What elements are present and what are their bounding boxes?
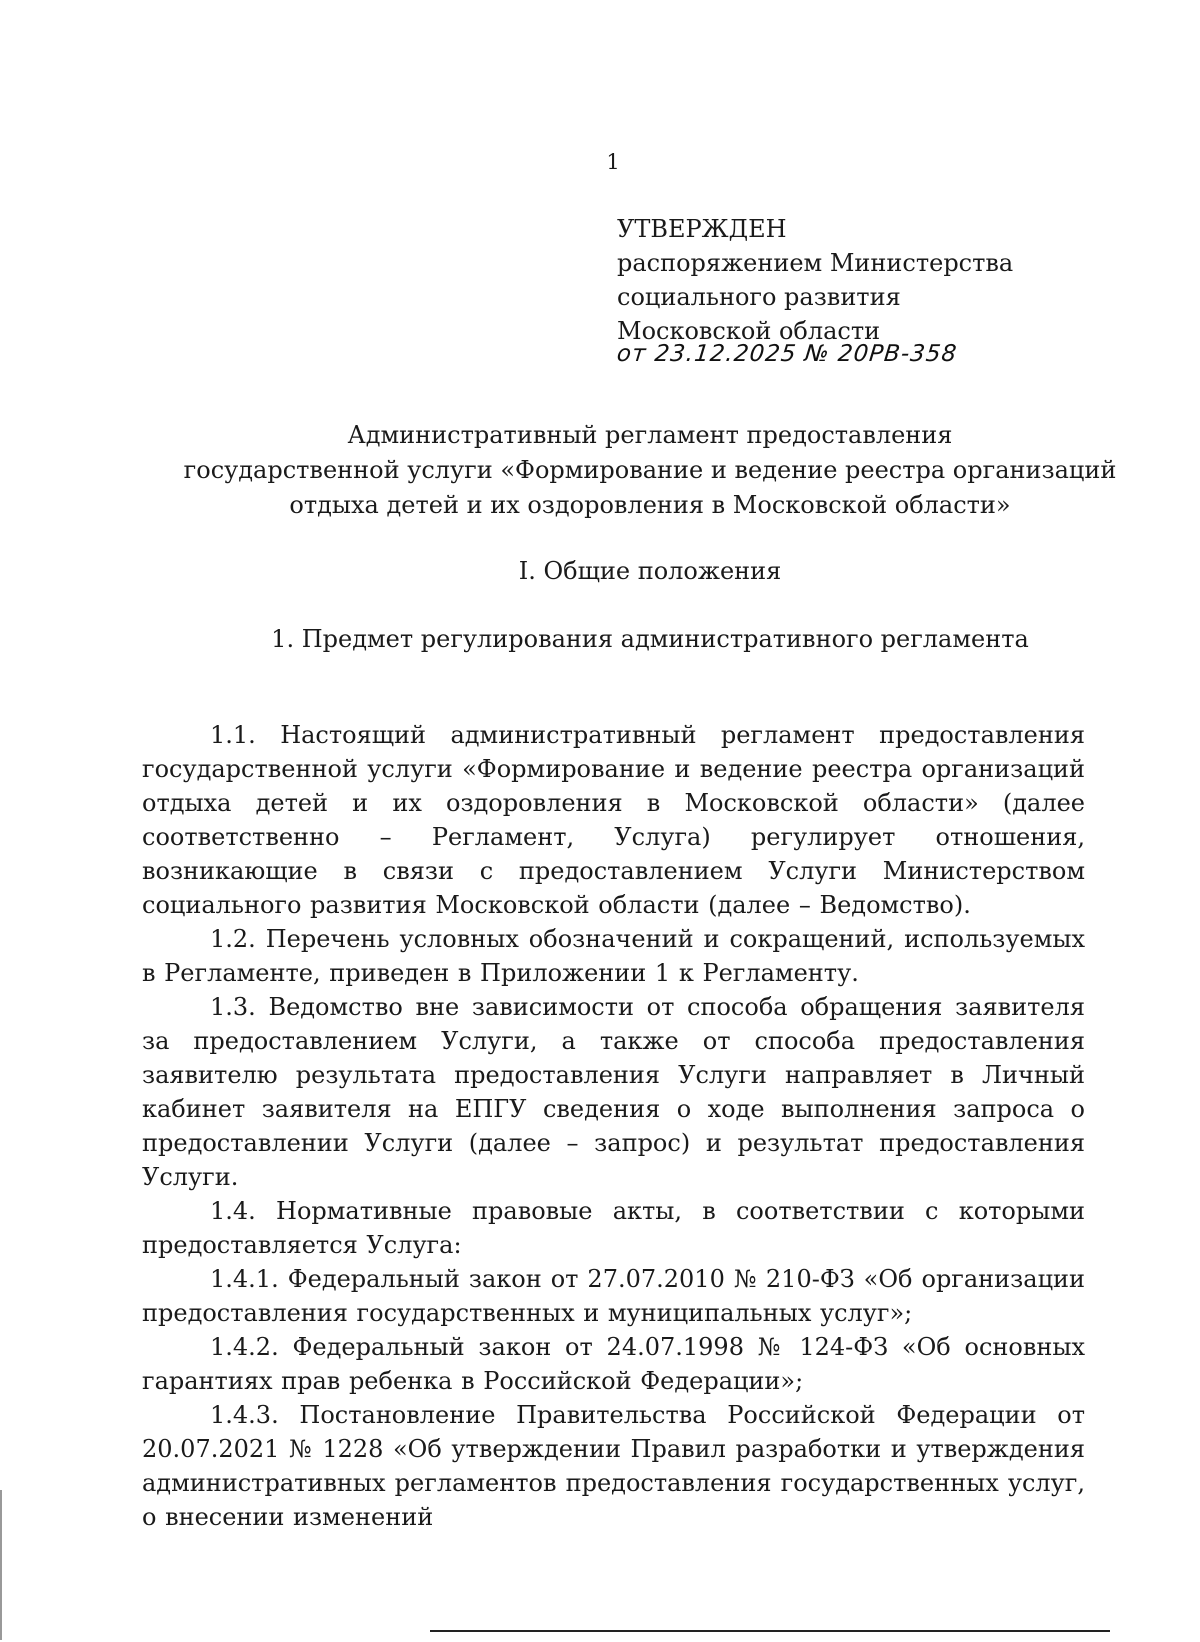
- approval-line: распоряжением Министерства: [617, 249, 1014, 277]
- scan-margin-line: [0, 1490, 2, 1640]
- title-line: государственной услуги «Формирование и ведение реестра организаций: [183, 456, 1117, 484]
- section-heading: I. Общие положения: [518, 557, 782, 585]
- document-body: [142, 718, 1085, 1534]
- approval-block: [617, 212, 1057, 348]
- paragraph: 1.1. Настоящий административный регламент предоставления государственной услуги «Формирование и ведение реестра организаций отдыха детей и их оздоровления в Московской области» (далее соответственно – Регламент, Услуга) регулирует отношения, возникающие в связи с предоставлением Услуги Министерством социального развития Московской области (далее – Ведомство).: [142, 721, 1085, 919]
- paragraph: 1.3. Ведомство вне зависимости от способа обращения заявителя за предоставлением Услуги, а также от способа предоставления заявителю результата предоставления Услуги направляет в Личный кабинет заявителя на ЕПГУ сведения о ходе выполнения запроса о предоставлении Услуги (далее – запрос) и результат предоставления Услуги.: [142, 993, 1085, 1191]
- page-number: 1: [606, 150, 620, 174]
- paragraph: 1.2. Перечень условных обозначений и сокращений, используемых в Регламенте, приведен в Приложении 1 к Регламенту.: [142, 925, 1085, 987]
- document-title: [160, 418, 1140, 523]
- approval-line: Московской области: [617, 317, 881, 345]
- footer-rule: [430, 1630, 1110, 1632]
- paragraph: 1.4.1. Федеральный закон от 27.07.2010 № 210-ФЗ «Об организации предоставления государственных и муниципальных услуг»;: [142, 1265, 1085, 1327]
- approval-line: социального развития: [617, 283, 901, 311]
- paragraph: 1.4.2. Федеральный закон от 24.07.1998 № 124-ФЗ «Об основных гарантиях прав ребенка в Российской Федерации»;: [142, 1333, 1085, 1395]
- approval-heading: УТВЕРЖДЕН: [617, 215, 787, 243]
- subsection-heading: 1. Предмет регулирования административного регламента: [271, 625, 1029, 653]
- paragraph: 1.4. Нормативные правовые акты, в соответствии с которыми предоставляется Услуга:: [142, 1197, 1085, 1259]
- handwritten-date-number: от 23.12.2025 № 20РВ-358: [615, 341, 959, 367]
- title-line: отдыха детей и их оздоровления в Московской области»: [289, 491, 1011, 519]
- paragraph: 1.4.3. Постановление Правительства Российской Федерации от 20.07.2021 № 1228 «Об утверждении Правил разработки и утверждения административных регламентов предоставления государственных услуг, о внесении изменений: [142, 1401, 1085, 1531]
- title-line: Административный регламент предоставления: [347, 421, 953, 449]
